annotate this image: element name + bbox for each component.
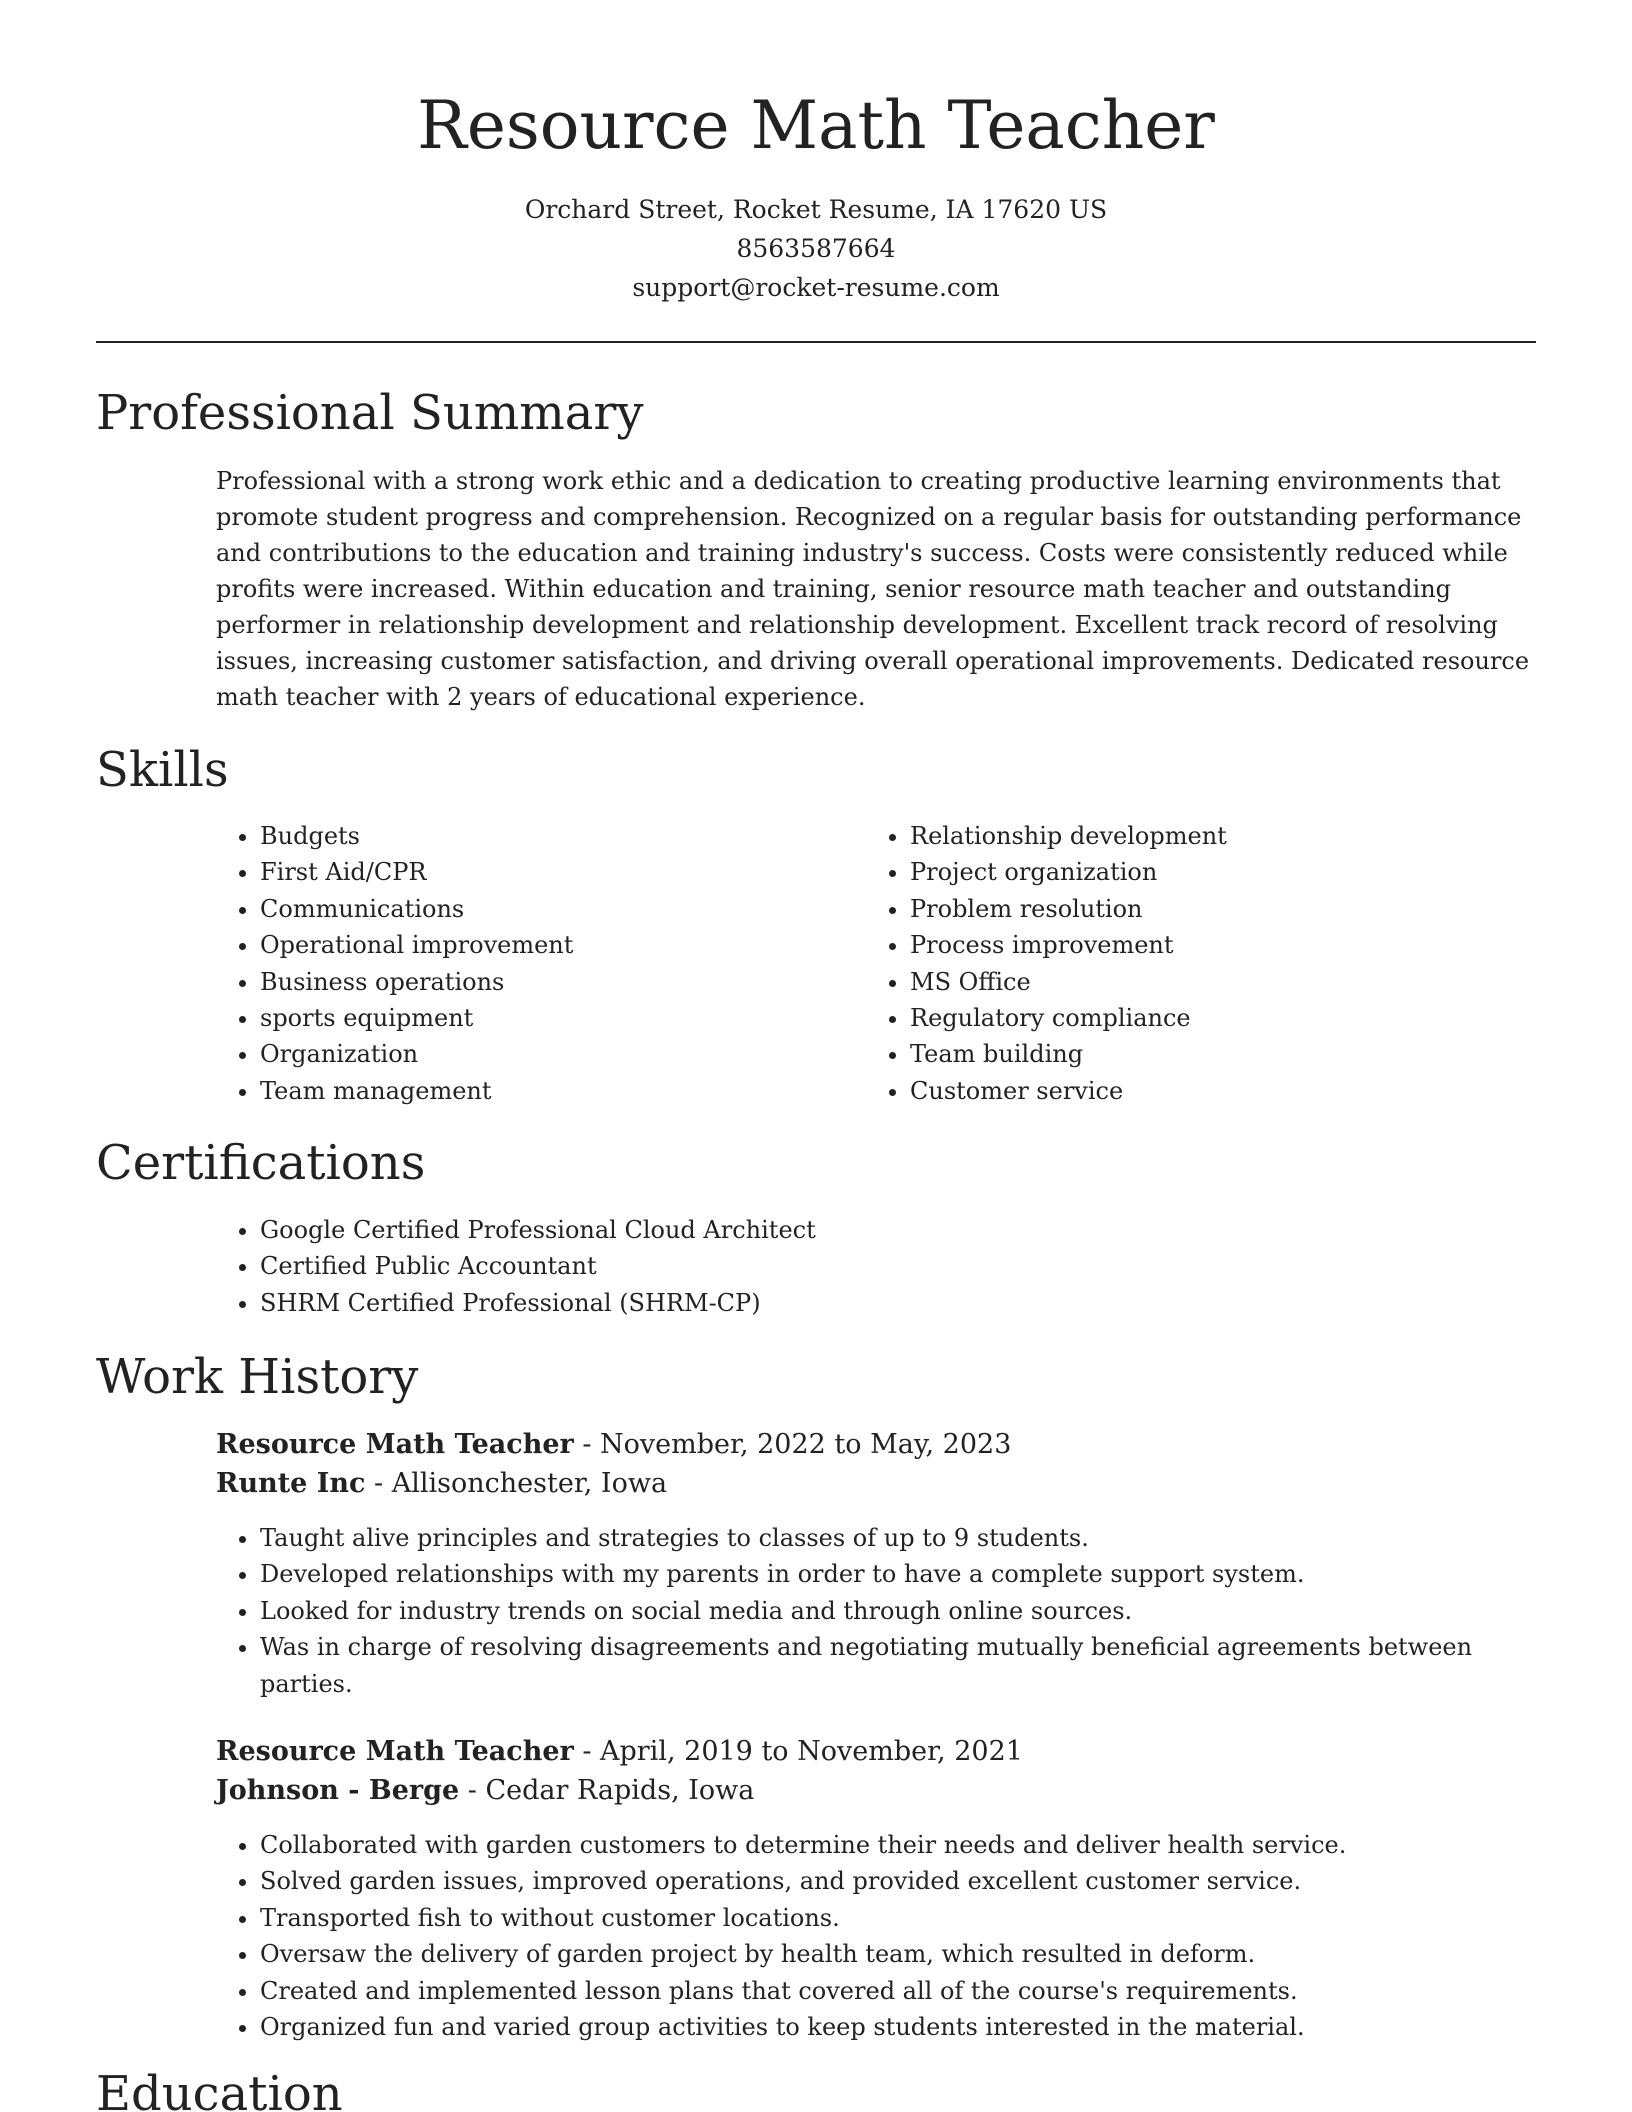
job-title-line bbox=[216, 1425, 1011, 1465]
summary-heading: Professional Summary bbox=[96, 385, 644, 441]
skill-item: • Team building bbox=[910, 1036, 1227, 1072]
job-location: - Cedar Rapids, Iowa bbox=[459, 1775, 755, 1806]
skill-item: • Communications bbox=[260, 891, 573, 927]
work-history-heading: Work History bbox=[96, 1349, 419, 1405]
summary-text: Professional with a strong work ethic and a dedication to creating productive learning environments that promote student progress and comprehension. Recognized on a regular basis for outstanding performance and contributions to the education and training industry's success. Costs were consistently reduced while profits were increased. Within education and training, senior resource math teacher and outstanding performer in relationship development and relationship development. Excellent track record of resolving issues, increasing customer satisfaction, and driving overall operational improvements. Dedicated resource math teacher with 2 years of educational experience. bbox=[216, 467, 1530, 711]
job-duty: • Organized fun and varied group activities to keep students interested in the material. bbox=[260, 2009, 1560, 2045]
job-duties-list bbox=[216, 1520, 1516, 1702]
job-duty: • Taught alive principles and strategies to classes of up to 9 students. bbox=[260, 1520, 1516, 1556]
job-role: Resource Math Teacher bbox=[216, 1429, 574, 1460]
job-title-line bbox=[216, 1732, 1023, 1772]
job-dates: - April, 2019 to November, 2021 bbox=[573, 1736, 1023, 1767]
certifications-heading: Certifications bbox=[96, 1135, 426, 1191]
education-heading: Education bbox=[96, 2066, 343, 2112]
skill-item: • Regulatory compliance bbox=[910, 1000, 1227, 1036]
skill-item: • Project organization bbox=[910, 854, 1227, 890]
skill-item: • Relationship development bbox=[910, 818, 1227, 854]
skill-item: • Team management bbox=[260, 1073, 573, 1109]
candidate-name: Resource Math Teacher bbox=[417, 87, 1215, 164]
skill-item: • Customer service bbox=[910, 1073, 1227, 1109]
email: support@rocket-resume.com bbox=[632, 273, 1000, 302]
skills-list-left bbox=[216, 818, 573, 1109]
skill-item: • Organization bbox=[260, 1036, 573, 1072]
job-duty: • Created and implemented lesson plans that covered all of the course's requirements. bbox=[260, 1973, 1560, 2009]
phone: 8563587664 bbox=[736, 234, 896, 263]
job-role: Resource Math Teacher bbox=[216, 1736, 574, 1767]
job-dates: - November, 2022 to May, 2023 bbox=[573, 1429, 1012, 1460]
contact-info bbox=[96, 190, 1536, 307]
job-company-line bbox=[216, 1464, 667, 1504]
skills-list-right bbox=[866, 818, 1227, 1109]
skill-item: • Budgets bbox=[260, 818, 573, 854]
skill-item: • Operational improvement bbox=[260, 927, 573, 963]
job-company: Runte Inc bbox=[216, 1468, 366, 1499]
job-duty: • Looked for industry trends on social media and through online sources. bbox=[260, 1593, 1516, 1629]
job-company-line bbox=[216, 1771, 754, 1811]
skill-item: • MS Office bbox=[910, 964, 1227, 1000]
job-duty: • Collaborated with garden customers to determine their needs and deliver health service. bbox=[260, 1827, 1560, 1863]
job-duty: • Solved garden issues, improved operations, and provided excellent customer service. bbox=[260, 1863, 1560, 1899]
job-company: Johnson - Berge bbox=[216, 1775, 460, 1806]
skill-item: • Business operations bbox=[260, 964, 573, 1000]
certification-item: • SHRM Certified Professional (SHRM-CP) bbox=[260, 1285, 816, 1321]
job-location: - Allisonchester, Iowa bbox=[365, 1468, 668, 1499]
skills-heading: Skills bbox=[96, 742, 229, 798]
skill-item: • First Aid/CPR bbox=[260, 854, 573, 890]
address: Orchard Street, Rocket Resume, IA 17620 US bbox=[524, 195, 1108, 224]
skill-item: • Process improvement bbox=[910, 927, 1227, 963]
skill-item: • sports equipment bbox=[260, 1000, 573, 1036]
job-duty: • Transported fish to without customer locations. bbox=[260, 1900, 1560, 1936]
header-divider bbox=[96, 341, 1536, 343]
job-duty: • Developed relationships with my parents in order to have a complete support system. bbox=[260, 1556, 1516, 1592]
certification-item: • Certified Public Accountant bbox=[260, 1248, 816, 1284]
job-duty: • Oversaw the delivery of garden project by health team, which resulted in deform. bbox=[260, 1936, 1560, 1972]
job-duties-list bbox=[216, 1827, 1560, 2045]
resume-header bbox=[96, 78, 1536, 307]
job-duty: • Was in charge of resolving disagreements and negotiating mutually beneficial agreements between parties. bbox=[260, 1629, 1516, 1702]
certifications-list bbox=[216, 1212, 816, 1321]
certification-item: • Google Certified Professional Cloud Architect bbox=[260, 1212, 816, 1248]
skill-item: • Problem resolution bbox=[910, 891, 1227, 927]
